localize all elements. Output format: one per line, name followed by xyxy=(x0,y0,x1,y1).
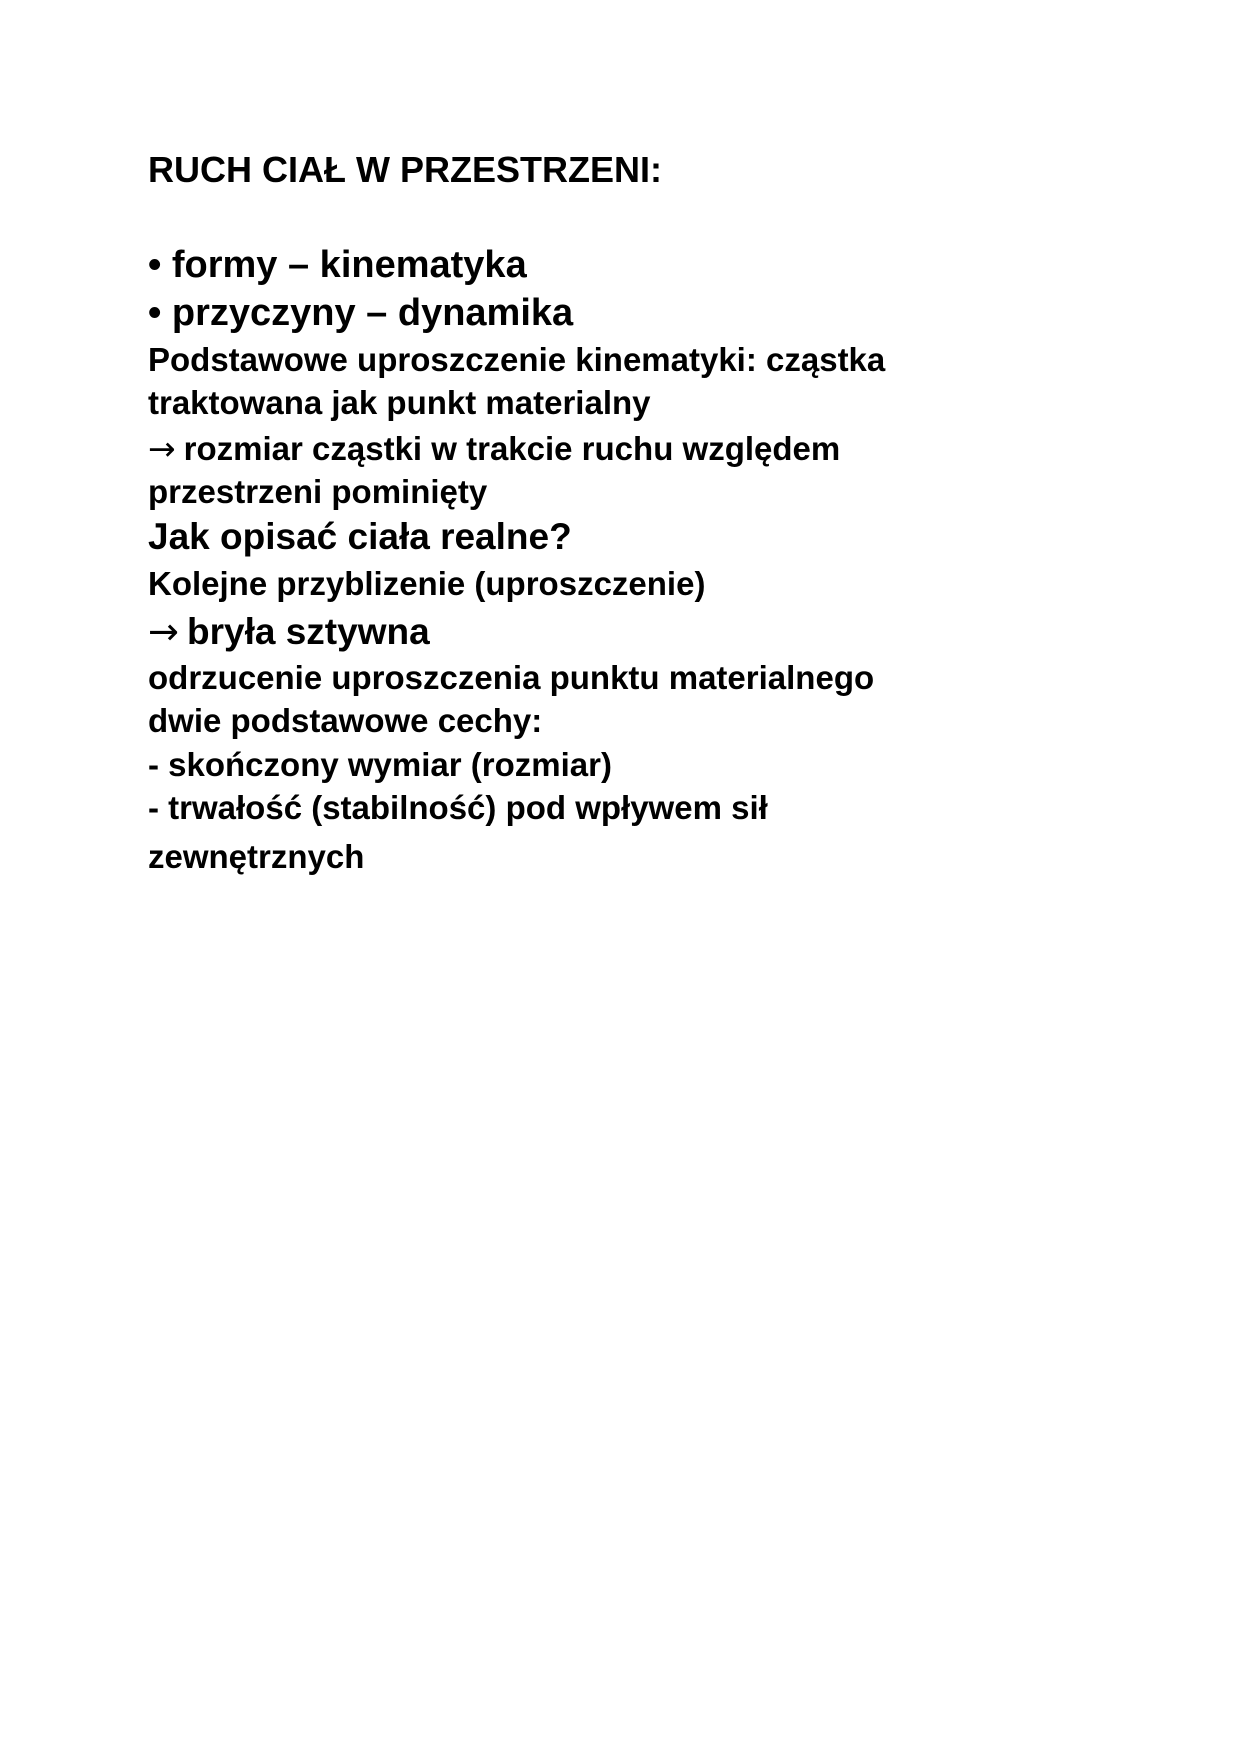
simplification-line-2: traktowana jak punkt materialny xyxy=(148,384,651,421)
next-approximation: Kolejne przyblizenie (uproszczenie) xyxy=(148,565,706,602)
size-text: rozmiar cząstki w trakcie ruchu względem xyxy=(183,430,841,467)
simplification-line-1: Podstawowe uproszczenie kinematyki: cząstka xyxy=(148,341,886,378)
rejection-line: odrzucenie uproszczenia punktu materialnego xyxy=(148,659,875,696)
arrow-icon: → xyxy=(148,429,176,468)
size-line-1 xyxy=(148,429,841,468)
feature-2-line-1: - trwałość (stabilność) pod wpływem sił xyxy=(148,789,768,826)
page-title: RUCH CIAŁ W PRZESTRZENI: xyxy=(148,149,662,190)
question-heading: Jak opisać ciała realne? xyxy=(148,516,572,557)
size-line-2: przestrzeni pominięty xyxy=(148,473,488,510)
rigid-body-line xyxy=(148,610,430,653)
feature-2-line-2: zewnętrznych xyxy=(148,838,365,875)
features-intro: dwie podstawowe cechy: xyxy=(148,702,543,739)
rigid-body-text: bryła sztywna xyxy=(187,611,430,652)
bullet-kinematics: • formy – kinematyka xyxy=(148,244,527,286)
arrow-icon: → xyxy=(148,610,180,653)
bullet-dynamics: • przyczyny – dynamika xyxy=(148,292,574,334)
feature-1: - skończony wymiar (rozmiar) xyxy=(148,746,612,783)
